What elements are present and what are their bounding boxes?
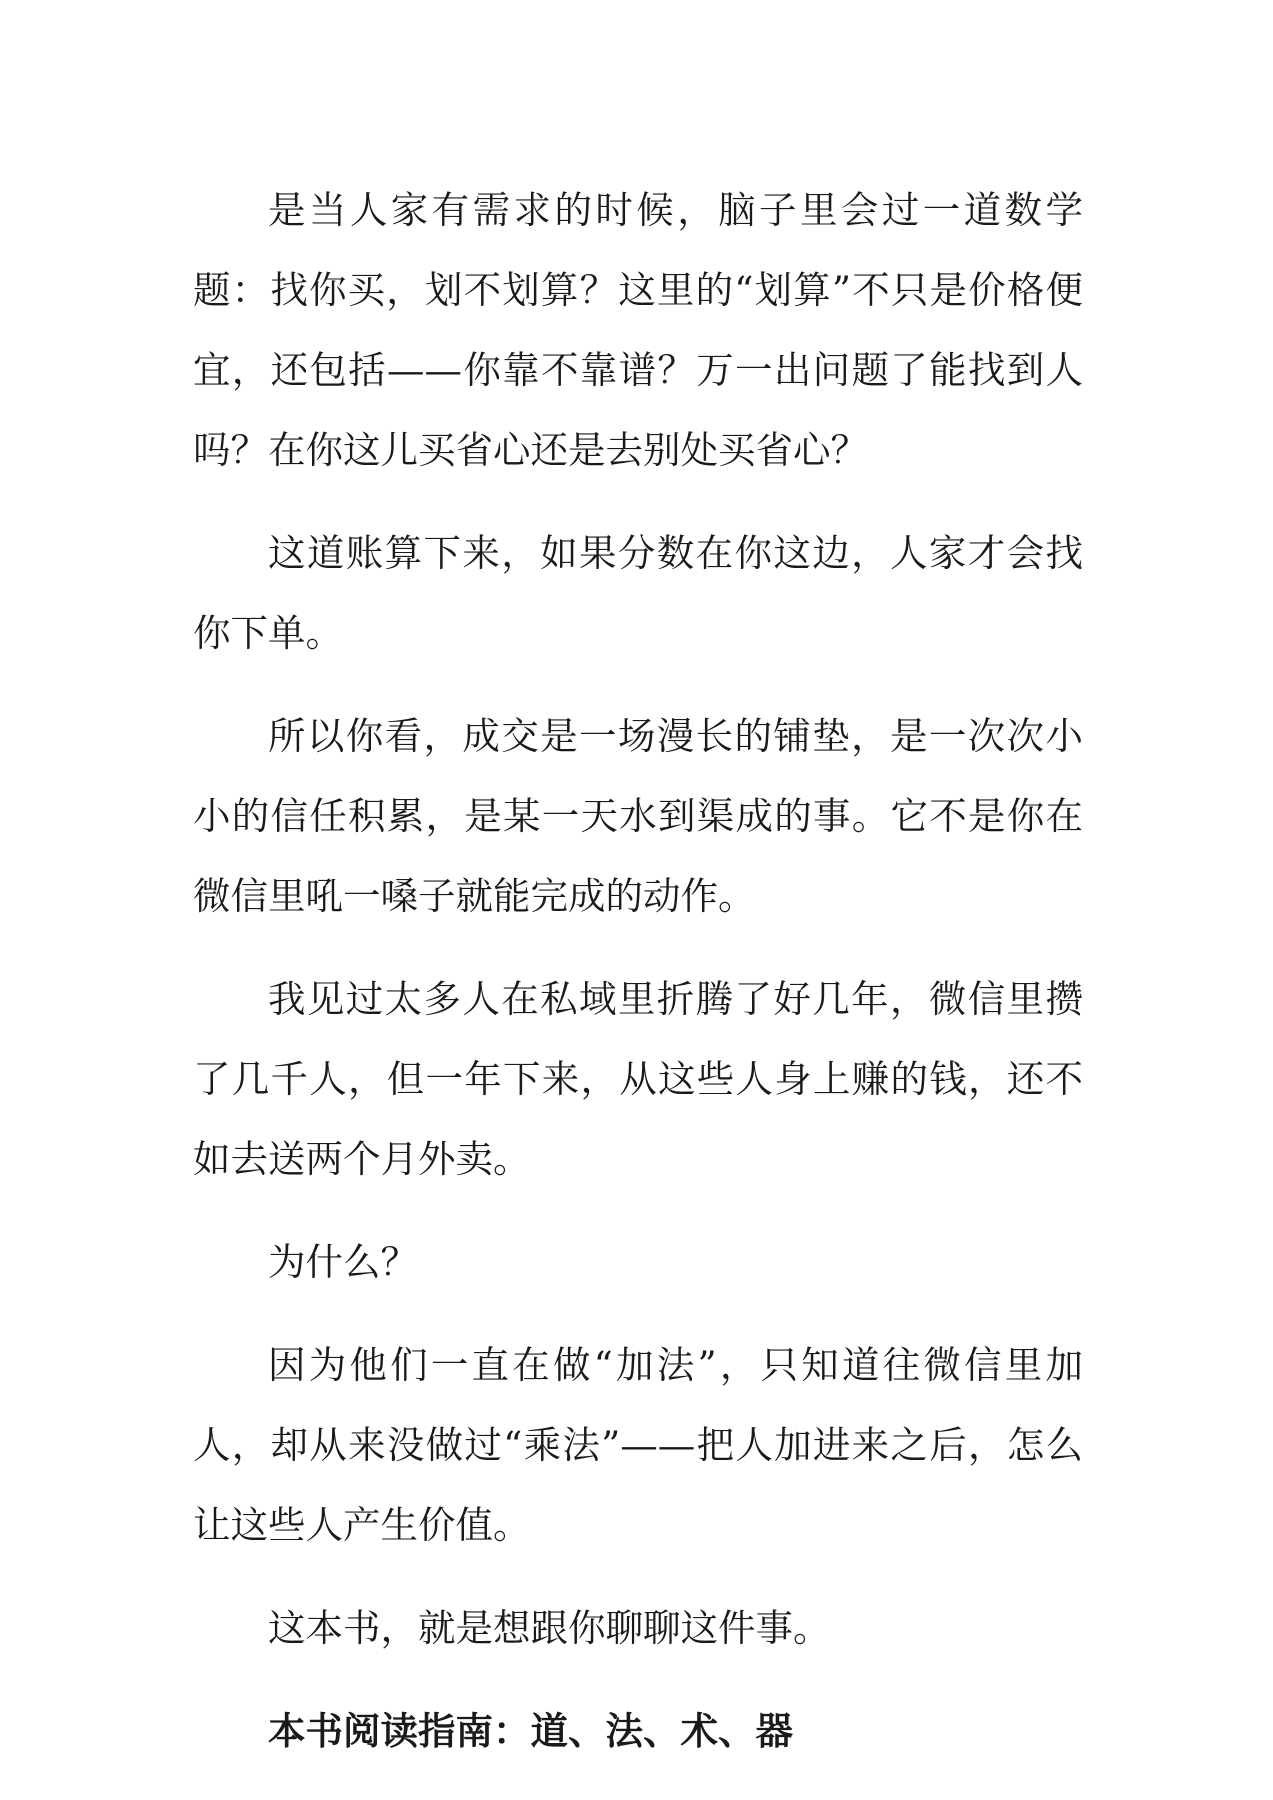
paragraph-4: 我见过太多人在私域里折腾了好几年，微信里攒了几千人，但一年下来，从这些人身上赚的钱，还不如去送两个月外卖。 [193,977,1083,1181]
paragraph-5: 为什么？ [268,1240,418,1284]
paragraph-7: 这本书，就是想跟你聊聊这件事。 [268,1606,831,1650]
paragraph-2: 这道账算下来，如果分数在你这边，人家才会找你下单。 [193,531,1083,655]
section-heading: 本书阅读指南：道、法、术、器 [268,1709,793,1753]
body-text [193,170,1083,1771]
paragraph-6: 因为他们一直在做“加法”，只知道往微信里加人，却从来没做过“乘法”——把人加进来之后，怎么让这些人产生价值。 [193,1343,1083,1547]
paragraph-3: 所以你看，成交是一场漫长的铺垫，是一次次小小的信任积累，是某一天水到渠成的事。它不是你在微信里吼一嗓子就能完成的动作。 [193,714,1083,918]
paragraph-1: 是当人家有需求的时候，脑子里会过一道数学题：找你买，划不划算？这里的“划算”不只是价格便宜，还包括——你靠不靠谱？万一出问题了能找到人吗？在你这儿买省心还是去别处买省心？ [193,188,1083,472]
